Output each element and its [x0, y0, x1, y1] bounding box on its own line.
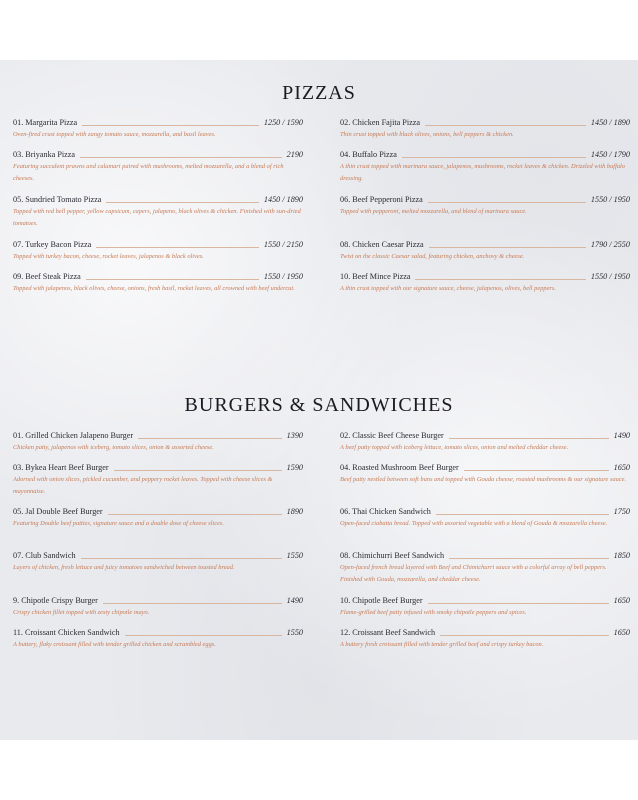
menu-item: [340, 116, 630, 141]
burgers-title: BURGERS & SANDWICHES: [184, 394, 454, 416]
item-price: 1650: [613, 463, 630, 472]
item-description: A thin crust topped with our signature sauce, cheese, jalapenos, olives, bell peppers.: [340, 285, 557, 292]
divider: [86, 279, 259, 280]
item-name: 10. Chipotle Beef Burger: [340, 596, 423, 605]
item-price: 1850: [613, 551, 630, 560]
divider: [103, 603, 282, 604]
divider: [425, 125, 586, 126]
menu-item: [13, 549, 303, 574]
item-price: 1250 / 1590: [263, 118, 303, 127]
divider: [428, 202, 586, 203]
menu-item: [340, 238, 630, 263]
divider: [125, 635, 282, 636]
divider: [138, 438, 281, 439]
item-description: Thin crust topped with black olives, onions, bell peppers & chicken.: [340, 131, 514, 138]
menu-item: [340, 594, 630, 619]
item-price: 1450 / 1890: [263, 195, 303, 204]
menu-item: [13, 461, 303, 497]
divider: [80, 157, 282, 158]
item-description: Open-faced french bread layered with Beef and Chimichurri sauce with a colorful array of bell peppers. Finished with Gouda, mozzarella, and cheddar cheese.: [340, 564, 607, 583]
divider: [449, 558, 608, 559]
item-description: Topped with red bell pepper, yellow capsicum, capers, jalapeno, black olives & chicken. Finished with sun-dried tomatoes.: [13, 208, 301, 227]
item-name: 09. Beef Steak Pizza: [13, 272, 81, 281]
menu-item: [340, 461, 630, 486]
item-price: 1550 / 1950: [590, 195, 630, 204]
divider: [81, 558, 282, 559]
menu-item: [340, 270, 630, 295]
item-name: 05. Sundried Tomato Pizza: [13, 195, 102, 204]
item-price: 1390: [286, 431, 303, 440]
menu-item: [13, 116, 303, 141]
item-description: Twist on the classic Caesar salad, featuring chicken, anchovy & cheese.: [340, 253, 525, 260]
divider: [106, 202, 258, 203]
pizzas-title: PIZZAS: [282, 82, 356, 104]
divider: [440, 635, 609, 636]
item-price: 1450 / 1790: [590, 150, 630, 159]
item-name: 06. Thai Chicken Sandwich: [340, 507, 431, 516]
item-description: Open-faced ciabatta bread. Topped with assorted vegetable with a blend of Gouda & mozzarella cheese.: [340, 520, 608, 527]
item-name: 07. Club Sandwich: [13, 551, 76, 560]
menu-item: [13, 626, 303, 651]
item-description: A buttery fresh croissant filled with tender grilled beef and crispy turkey bacon.: [340, 641, 544, 648]
item-name: 02. Classic Beef Cheese Burger: [340, 431, 444, 440]
item-name: 08. Chimichurri Beef Sandwich: [340, 551, 445, 560]
divider: [449, 438, 609, 439]
item-price: 1890: [286, 507, 303, 516]
item-description: Crispy chicken fillet topped with zesty chipotle mayo.: [13, 609, 150, 616]
menu-item: [340, 193, 630, 218]
menu-item: [13, 148, 303, 184]
item-price: 1550 / 2150: [263, 240, 303, 249]
item-price: 1550 / 1950: [263, 272, 303, 281]
item-name: 02. Chicken Fajita Pizza: [340, 118, 421, 127]
item-price: 1590: [286, 463, 303, 472]
divider: [82, 125, 259, 126]
divider: [108, 514, 282, 515]
item-price: 1550 / 1950: [590, 272, 630, 281]
item-price: 2190: [286, 150, 303, 159]
item-price: 1650: [613, 596, 630, 605]
divider: [436, 514, 609, 515]
item-name: 01. Grilled Chicken Jalapeno Burger: [13, 431, 134, 440]
item-name: 07. Turkey Bacon Pizza: [13, 240, 92, 249]
menu-item: [13, 193, 303, 229]
menu-item: [13, 594, 303, 619]
item-description: Topped with jalapenos, black olives, cheese, onions, fresh basil, rocket leaves, all crowned with beef undercut.: [13, 285, 295, 292]
menu-item: [340, 429, 630, 454]
item-name: 03. Bykea Heart Beef Burger: [13, 463, 109, 472]
item-description: Flame-grilled beef patty infused with smoky chipotle peppers and spices.: [340, 609, 527, 616]
item-price: 1550: [286, 628, 303, 637]
menu-item: [13, 429, 303, 454]
item-name: 10. Beef Mince Pizza: [340, 272, 411, 281]
item-price: 1750: [613, 507, 630, 516]
item-description: Beef patty nestled between soft buns and topped with Gouda cheese, roasted mushrooms & our signature sauce.: [340, 476, 627, 483]
item-description: Topped with turkey bacon, cheese, rocket leaves, jalapenos & black olives.: [13, 253, 204, 260]
item-description: Oven-fired crust topped with zangy tomato sauce, mozzarella, and basil leaves.: [13, 131, 216, 138]
item-name: 9. Chipotle Crispy Burger: [13, 596, 98, 605]
menu-item: [340, 549, 630, 585]
menu-item: [340, 505, 630, 530]
divider: [96, 247, 259, 248]
divider: [464, 470, 609, 471]
item-description: A beef patty topped with iceberg lettuce, tomato slices, onion and melted cheddar cheese.: [340, 444, 569, 451]
item-description: Adorned with onion slices, pickled cucumber, and peppery rocket leaves. Topped with cheese slices & mayonnaise.: [13, 476, 273, 495]
item-name: 06. Beef Pepperoni Pizza: [340, 195, 423, 204]
menu-item: [13, 238, 303, 263]
menu-item: [13, 505, 303, 530]
item-description: Layers of chicken, fresh lettuce and juicy tomatoes sandwiched between toasted bread.: [13, 564, 235, 571]
item-name: 08. Chicken Caesar Pizza: [340, 240, 424, 249]
divider: [402, 157, 586, 158]
divider: [429, 247, 586, 248]
item-price: 1550: [286, 551, 303, 560]
menu-item: [340, 626, 630, 651]
item-description: Featuring Double beef patties, signature sauce and a double dose of cheese slices.: [13, 520, 224, 527]
divider: [114, 470, 282, 471]
item-price: 1650: [613, 628, 630, 637]
item-price: 1490: [613, 431, 630, 440]
item-name: 03. Briyanka Pizza: [13, 150, 76, 159]
item-name: 11. Croissant Chicken Sandwich: [13, 628, 120, 637]
divider: [428, 603, 609, 604]
item-price: 1490: [286, 596, 303, 605]
item-price: 1450 / 1890: [590, 118, 630, 127]
item-description: Topped with pepperoni, melted mozzarella, and blend of marinara sauce.: [340, 208, 527, 215]
menu-item: [340, 148, 630, 184]
item-name: 05. Jal Double Beef Burger: [13, 507, 103, 516]
item-description: Featuring succulent prawns and calamari paired with mushrooms, melted mozzarella, and a blend of rich cheeses.: [13, 163, 284, 182]
item-description: Chicken patty, jalapenos with iceberg, tomato slices, onion & assorted cheese.: [13, 444, 214, 451]
item-name: 04. Buffalo Pizza: [340, 150, 397, 159]
item-name: 12. Croissant Beef Sandwich: [340, 628, 436, 637]
menu-item: [13, 270, 303, 295]
divider: [415, 279, 585, 280]
item-description: A buttery, flaky croissant filled with tender grilled chicken and scrambled eggs.: [13, 641, 216, 648]
item-description: A thin crust topped with marinara sauce, jalapenos, mushrooms, rocket leaves & chicken. Drizzled with buffalo dressing.: [340, 163, 626, 182]
item-price: 1790 / 2550: [590, 240, 630, 249]
item-name: 04. Roasted Mushroom Beef Burger: [340, 463, 459, 472]
item-name: 01. Margarita Pizza: [13, 118, 78, 127]
